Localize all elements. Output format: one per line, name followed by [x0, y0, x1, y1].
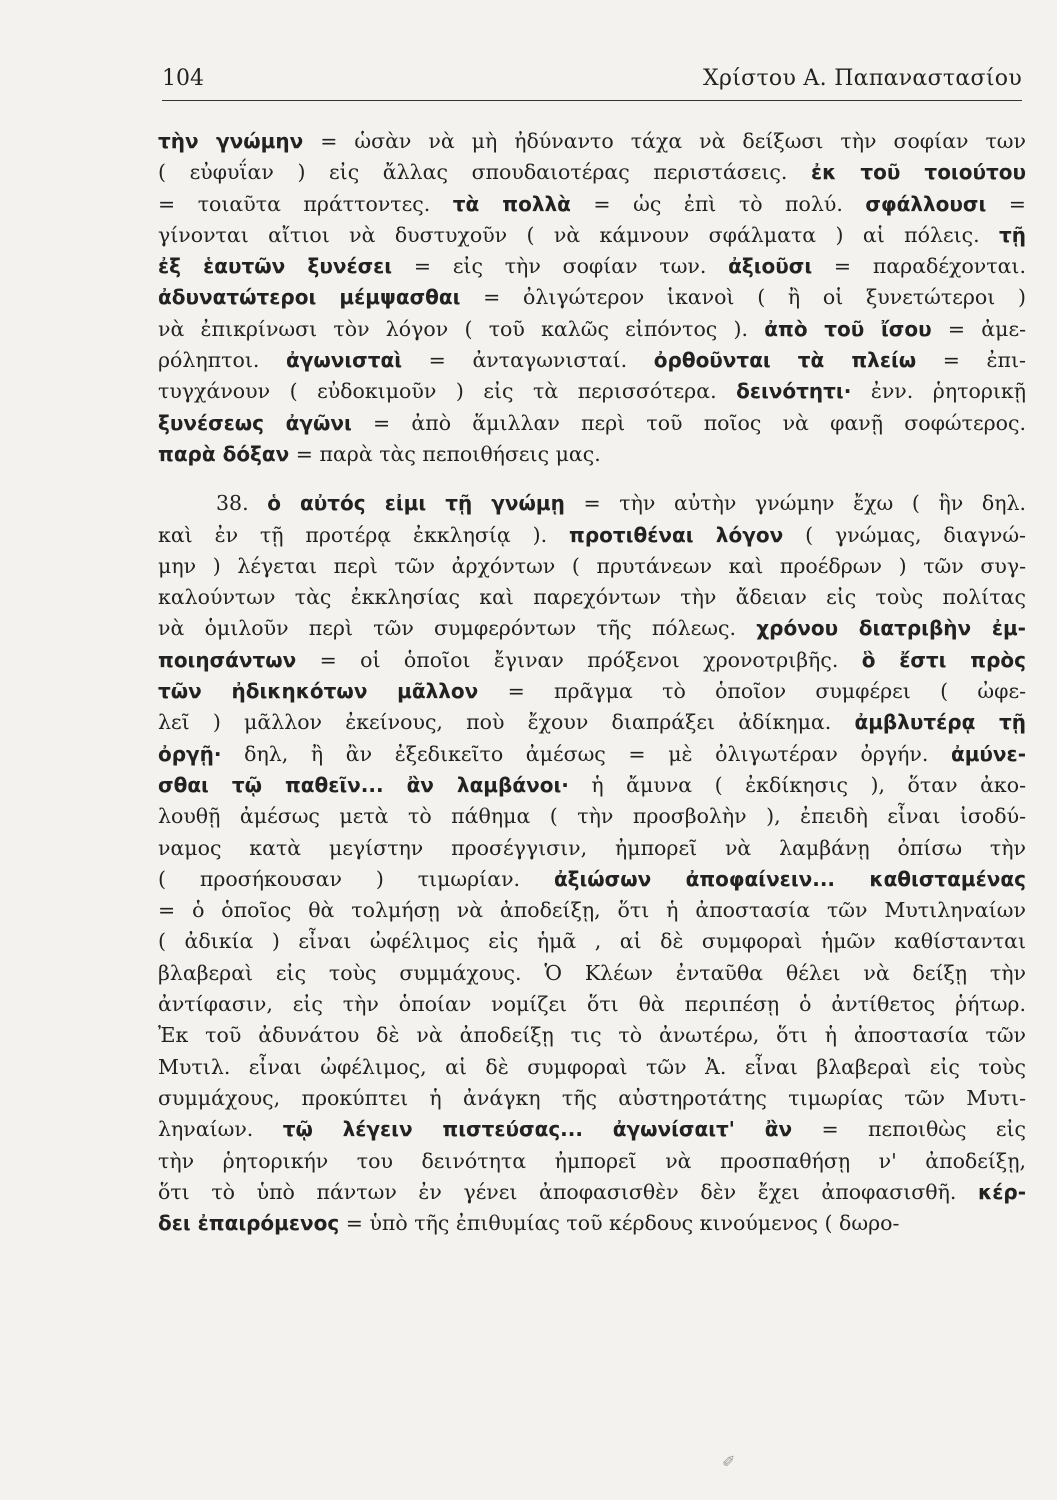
body-text	[158, 126, 1026, 1239]
gloss-text: τυγχάνουν ( εὐδοκιμοῦν ) εἰς τὰ περισσότερα.	[158, 379, 737, 404]
gloss-text: ναμος κατὰ μεγίστην προσέγγισιν, ἠμπορεῖ νὰ λαμβάνῃ ὀπίσω τὴν	[158, 835, 1026, 860]
gloss-text: ἡ ἄμυνα ( ἐκδίκησις ), ὅταν ἀκο-	[568, 772, 1026, 797]
lemma: ἐκ τοῦ τοιούτου	[810, 160, 1026, 185]
text-line	[158, 520, 1026, 551]
text-line	[158, 282, 1026, 313]
gloss-text: λεῖ ) μᾶλλον ἐκείνους, ποὺ ἔχουν διαπράξει ἀδίκημα.	[158, 710, 855, 735]
lemma: τὴν γνώμην	[158, 129, 304, 153]
text-line	[158, 157, 1026, 188]
gloss-text: = ὑπὸ τῆς ἐπιθυμίας τοῦ κέρδους κινούμενος ( δωρο-	[339, 1211, 900, 1236]
lemma: ἀπὸ τοῦ ἴσου	[764, 316, 932, 341]
lemma: κέρ-	[978, 1179, 1026, 1204]
lemma: προτιθέναι λόγον	[569, 522, 784, 547]
lemma: σφάλλουσι	[865, 191, 987, 216]
text-line	[158, 439, 1026, 470]
gloss-text: = ἀμε-	[931, 316, 1026, 341]
text-line	[158, 220, 1026, 251]
lemma: ξυνέσεως ἀγῶνι	[158, 410, 352, 435]
gloss-text: = ὁ ὁποῖος θὰ τολμήσῃ νὰ ἀποδείξῃ, ὅτι ἡ ἀποστασία τῶν Μυτιληναίων	[158, 898, 1026, 923]
text-line	[158, 707, 1026, 738]
gloss-text: 38.	[216, 491, 268, 516]
gloss-text: Ἐκ τοῦ ἀδυνάτου δὲ νὰ ἀποδείξῃ τις τὸ ἀνωτέρω, ὅτι ἡ ἀποστασία τῶν	[158, 1023, 1026, 1048]
text-line	[158, 958, 1026, 989]
lemma: ὀργῇ·	[158, 741, 222, 766]
gloss-text: βλαβεραὶ εἰς τοὺς συμμάχους. Ὁ Κλέων ἐνταῦθα θέλει νὰ δείξῃ τὴν	[158, 960, 1026, 985]
lemma: τῇ	[998, 222, 1026, 247]
text-line	[158, 833, 1026, 864]
lemma: ὃ ἔστι πρὸς	[861, 647, 1026, 672]
text-line	[158, 1177, 1026, 1208]
text-line	[158, 770, 1026, 801]
gloss-text: = πρᾶγμα τὸ ὁποῖον συμφέρει ( ὠφε-	[478, 679, 1026, 704]
text-line	[158, 551, 1026, 582]
paragraph-glossary-37	[158, 126, 1026, 470]
page-header	[162, 62, 1022, 102]
lemma: χρόνου διατριβὴν ἐμ-	[756, 616, 1026, 641]
running-head: Χρίστου Α. Παπαναστασίου	[703, 66, 1022, 91]
gloss-text: = ὡσὰν νὰ μὴ ἠδύναντο τάχα νὰ δείξωσι τὴν σοφίαν των	[303, 129, 1026, 153]
gloss-text: ( εὐφυΐαν ) εἰς ἄλλας σπουδαιοτέρας περιστάσεις.	[158, 160, 811, 185]
text-line	[158, 345, 1026, 376]
gloss-text: = ὡς ἐπὶ τὸ πολύ.	[570, 191, 866, 216]
lemma: ποιησάντων	[158, 647, 297, 672]
gloss-text: νὰ ὁμιλοῦν περὶ τῶν συμφερόντων τῆς πόλεως.	[158, 616, 757, 641]
text-line	[158, 1083, 1026, 1114]
page-number: 104	[162, 66, 204, 91]
lemma: τὰ πολλὰ	[452, 191, 571, 216]
text-line	[158, 376, 1026, 407]
text-line	[158, 408, 1026, 439]
paragraph-gap	[158, 470, 1026, 488]
text-line	[158, 676, 1026, 707]
text-line	[158, 801, 1026, 832]
lemma: τῷ λέγειν πιστεύσας... ἀγωνίσαιτ' ἂν	[282, 1117, 793, 1142]
lemma: ἀδυνατώτεροι μέμψασθαι	[158, 285, 461, 310]
gloss-text: ὅτι τὸ ὑπὸ πάντων ἐν γένει ἀποφασισθὲν δὲν ἔχει ἀποφασισθῆ.	[158, 1179, 979, 1204]
lemma: ἀξιοῦσι	[728, 254, 813, 279]
gloss-text: λουθῇ ἀμέσως μετὰ τὸ πάθημα ( τὴν προσβολὴν ), ἐπειδὴ εἶναι ἰσοδύ-	[158, 804, 1026, 829]
lemma: δει ἐπαιρόμενος	[158, 1211, 340, 1236]
lemma: ἀξιώσων ἀποφαίνειν... καθισταμένας	[553, 866, 1026, 891]
gloss-text: = πεποιθὼς εἰς	[792, 1117, 1026, 1142]
text-line	[158, 989, 1026, 1020]
text-line	[158, 895, 1026, 926]
text-line	[158, 739, 1026, 770]
gloss-text: = τὴν αὐτὴν γνώμην ἔχω ( ἣν δηλ.	[564, 491, 1026, 516]
gloss-text: καὶ ἐν τῇ προτέρᾳ ἐκκλησίᾳ ).	[158, 522, 570, 547]
gloss-text: = ἀπὸ ἅμιλλαν περὶ τοῦ ποῖος νὰ φανῇ σοφώτερος.	[351, 410, 1026, 435]
text-line	[158, 314, 1026, 345]
gloss-text: καλούντων τὰς ἐκκλησίας καὶ παρεχόντων τὴν ἄδειαν εἰς τοὺς πολίτας	[158, 585, 1026, 610]
lemma: δεινότητι·	[736, 379, 852, 404]
lemma: σθαι τῷ παθεῖν... ἂν λαμβάνοι·	[158, 772, 569, 797]
gloss-text: ρόληπτοι.	[158, 348, 286, 373]
ink-mark: ✐	[722, 1452, 736, 1471]
gloss-text: =	[986, 191, 1026, 216]
lemma: ὀρθοῦνται τὰ πλείω	[653, 348, 917, 373]
gloss-text: = ὀλιγώτερον ἱκανοὶ ( ἢ οἱ ξυνετώτεροι )	[460, 285, 1026, 310]
text-line	[158, 582, 1026, 613]
text-line	[158, 126, 1026, 157]
text-line	[158, 189, 1026, 220]
text-line	[158, 1146, 1026, 1177]
lemma: ἀμύνε-	[950, 741, 1026, 766]
text-line	[158, 926, 1026, 957]
lemma: ἀμβλυτέρᾳ τῇ	[854, 710, 1026, 735]
text-line	[158, 251, 1026, 282]
lemma: ὁ αὐτός εἰμι τῇ γνώμῃ	[267, 491, 565, 516]
gloss-text: τὴν ῥητορικήν του δεινότητα ἠμπορεῖ νὰ προσπαθήσῃ ν' ἀποδείξῃ,	[158, 1148, 1026, 1173]
text-line	[158, 488, 1026, 519]
text-line	[158, 613, 1026, 644]
gloss-text: = οἱ ὁποῖοι ἔγιναν πρόξενοι χρονοτριβῆς.	[296, 647, 862, 672]
gloss-text: συμμάχους, προκύπτει ἡ ἀνάγκη τῆς αὐστηροτάτης τιμωρίας τῶν Μυτι-	[158, 1085, 1026, 1110]
lemma: παρὰ δόξαν	[158, 441, 290, 466]
gloss-text: δηλ, ἢ ἂν ἐξεδικεῖτο ἀμέσως = μὲ ὀλιγωτέραν ὀργήν.	[221, 741, 951, 766]
gloss-text: = εἰς τὴν σοφίαν των.	[392, 254, 729, 279]
lemma: ἀγωνισταὶ	[286, 348, 403, 373]
gloss-text: μην ) λέγεται περὶ τῶν ἀρχόντων ( πρυτάνεων καὶ προέδρων ) τῶν συγ-	[158, 553, 1026, 578]
gloss-text: = ἀνταγωνισταί.	[402, 348, 654, 373]
gloss-text: ( ἀδικία ) εἶναι ὠφέλιμος εἰς ἡμᾶ , αἱ δὲ συμφοραὶ ἡμῶν καθίστανται	[158, 929, 1026, 954]
gloss-text: ληναίων.	[158, 1117, 283, 1142]
gloss-text: ἐνν. ῥητορικῇ	[851, 379, 1026, 404]
gloss-text: Μυτιλ. εἶναι ὠφέλιμος, αἱ δὲ συμφοραὶ τῶν Ἀ. εἶναι βλαβεραὶ εἰς τοὺς	[158, 1054, 1026, 1079]
gloss-text: γίνονται αἴτιοι νὰ δυστυχοῦν ( νὰ κάμνουν σφάλματα ) αἱ πόλεις.	[158, 222, 999, 247]
gloss-text: = ἐπι-	[916, 348, 1026, 373]
text-line	[158, 1020, 1026, 1051]
gloss-text: νὰ ἐπικρίνωσι τὸν λόγον ( τοῦ καλῶς εἰπόντος ).	[158, 316, 765, 341]
gloss-text: = παρὰ τὰς πεποιθήσεις μας.	[289, 441, 601, 466]
text-line	[158, 1052, 1026, 1083]
header-rule	[162, 100, 1022, 101]
text-line	[158, 1114, 1026, 1145]
gloss-text: = παραδέχονται.	[812, 254, 1026, 279]
gloss-text: ( προσήκουσαν ) τιμωρίαν.	[158, 866, 554, 891]
gloss-text: ( γνώμας, διαγνώ-	[783, 522, 1026, 547]
text-line	[158, 864, 1026, 895]
gloss-text: ἀντίφασιν, εἰς τὴν ὁποίαν νομίζει ὅτι θὰ περιπέσῃ ὁ ἀντίθετος ῥήτωρ.	[158, 992, 1026, 1017]
text-line	[158, 1208, 1026, 1239]
paragraph-glossary-38	[158, 488, 1026, 1239]
text-line	[158, 645, 1026, 676]
lemma: ἐξ ἑαυτῶν ξυνέσει	[158, 254, 393, 279]
lemma: τῶν ἠδικηκότων μᾶλλον	[158, 679, 479, 704]
gloss-text: = τοιαῦτα πράττοντες.	[158, 191, 453, 216]
